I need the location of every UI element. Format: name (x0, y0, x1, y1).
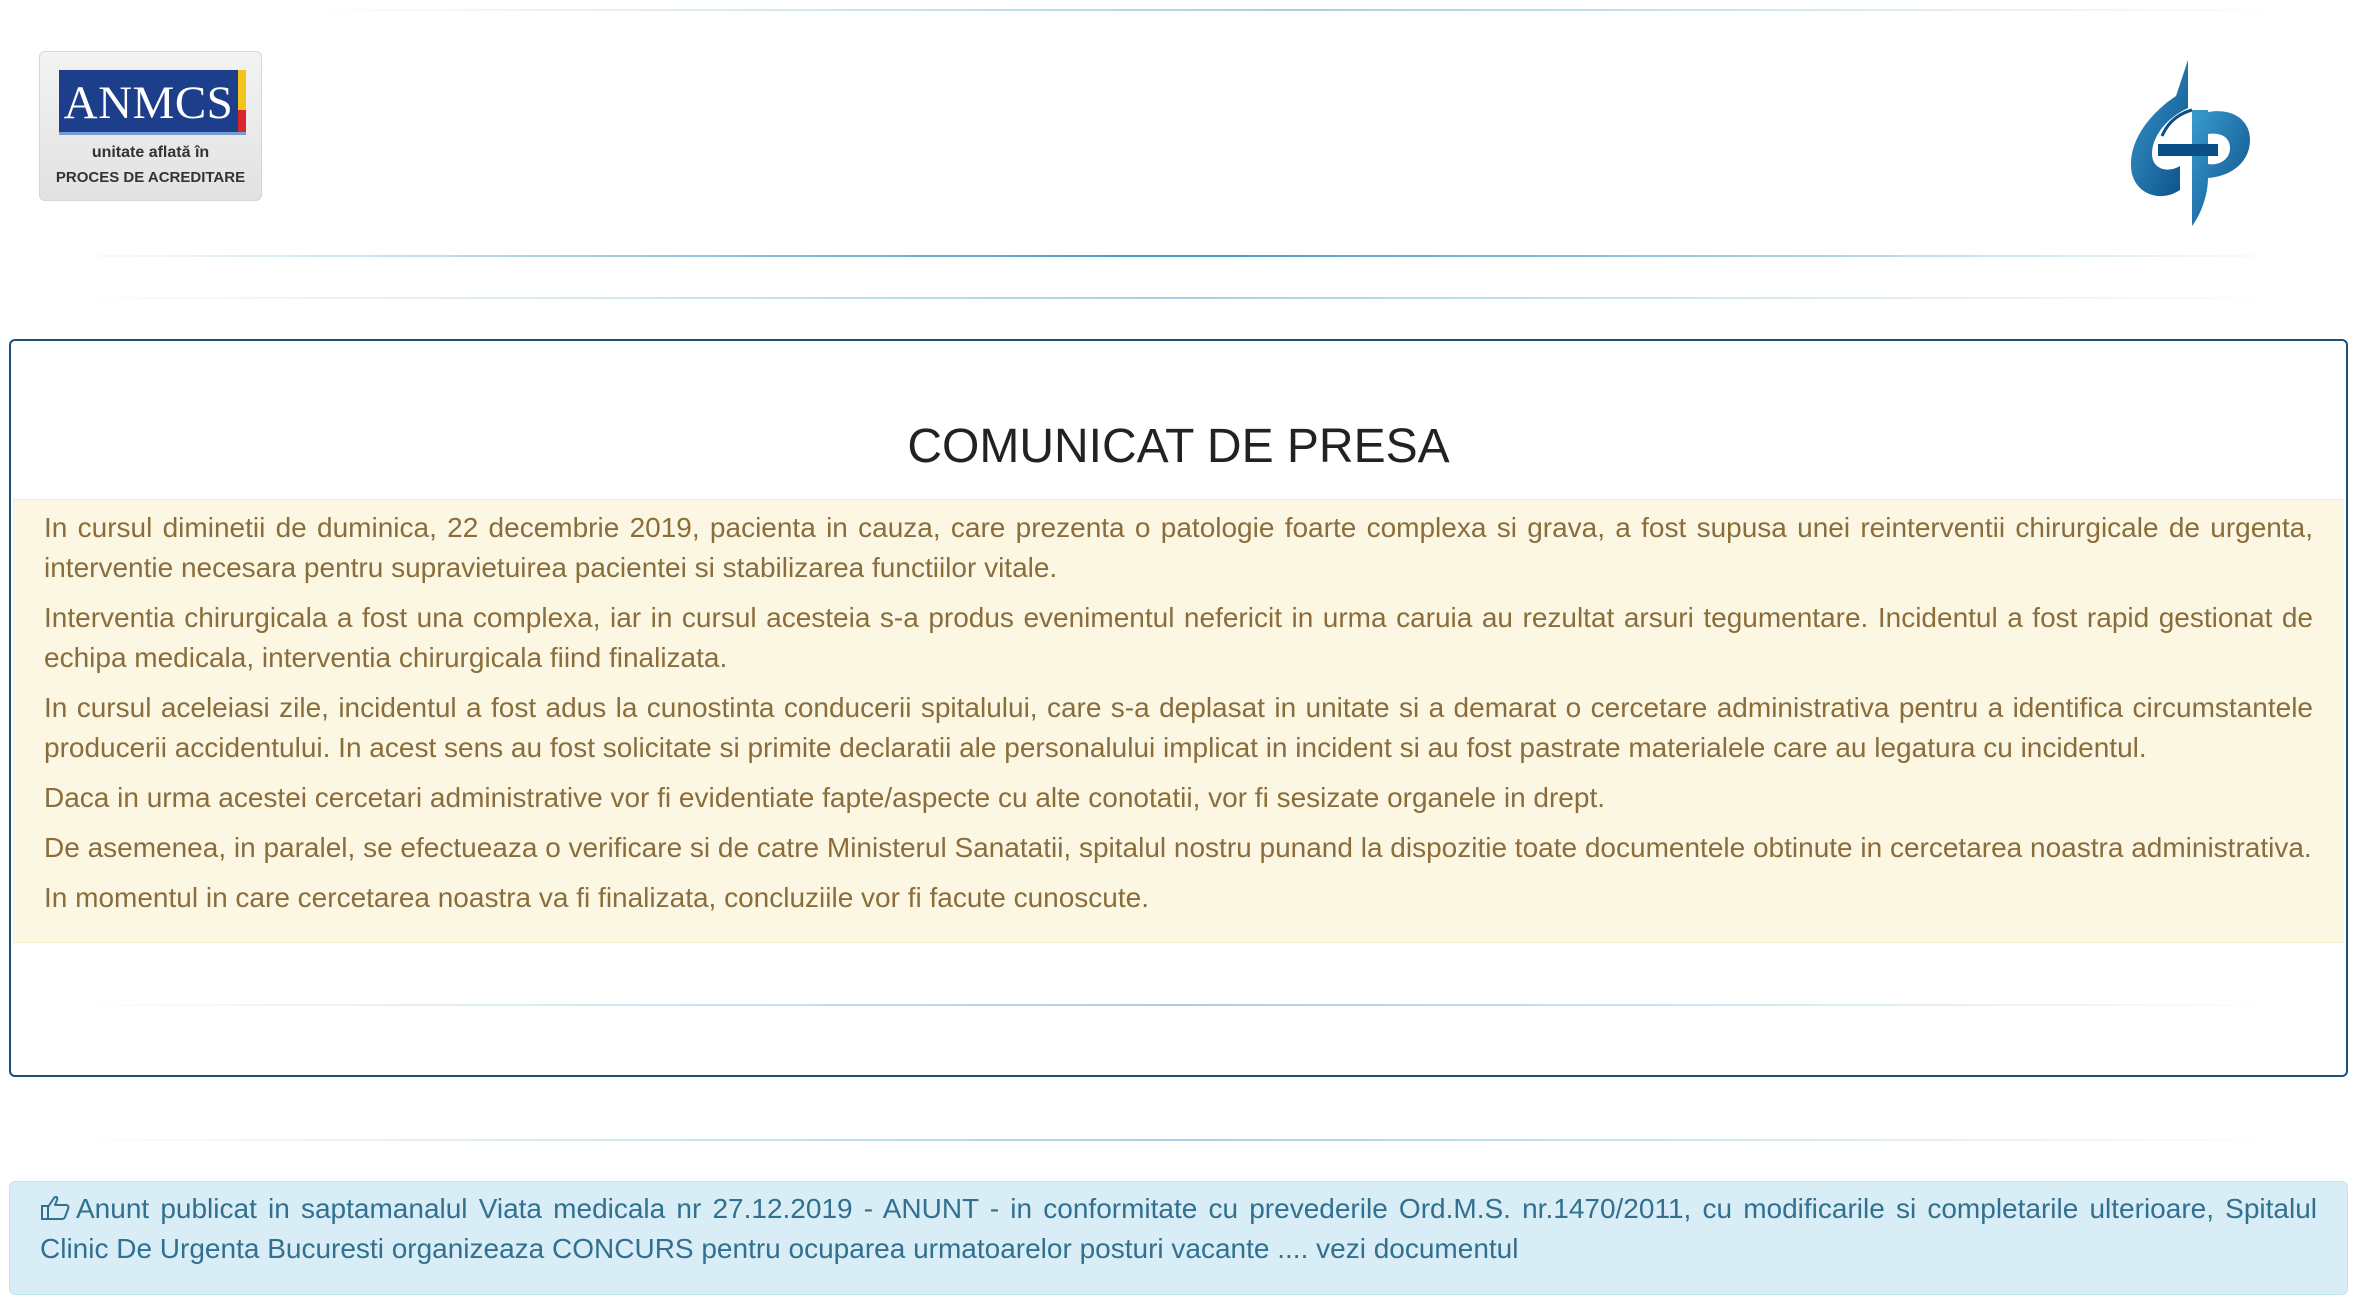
press-release-body (13, 499, 2344, 943)
press-release-paragraph: De asemenea, in paralel, se efectueaza o verificare si de catre Ministerul Sanatatii, spitalul nostru punand la dispozitie toate documentele obtinute in cercetarea noastra administrativa. (44, 832, 2312, 863)
top-divider (300, 9, 2290, 11)
announcement-banner[interactable] (9, 1181, 2348, 1295)
anmcs-logo-abbr: ANMCS (63, 77, 234, 129)
announcement-link[interactable]: Anunt publicat in saptamanalul Viata medicala nr 27.12.2019 - ANUNT - in conformitate cu prevederile Ord.M.S. nr.1470/2011, cu modificarile si completarile ulterioare, Spitalul Clinic De Urgenta Bucuresti organizeaza CONCURS pentru ocuparea urmatoarelor posturi vacante .... vezi documentul (40, 1193, 2317, 1264)
anmcs-accreditation-logo[interactable] (39, 51, 262, 201)
press-release-paragraph: In momentul in care cercetarea noastra va fi finalizata, concluziile vor fi facute cunoscute. (44, 882, 1149, 913)
press-release-panel (9, 339, 2348, 1077)
hospital-emblem-icon[interactable] (2118, 56, 2258, 232)
anmcs-logo-line2: PROCES DE ACREDITARE (55, 169, 246, 186)
panel-divider (61, 1004, 2291, 1006)
header-divider-secondary (60, 297, 2290, 299)
header-divider (60, 255, 2290, 257)
press-release-paragraph: In cursul diminetii de duminica, 22 decembrie 2019, pacienta in cauza, care prezenta o patologie foarte complexa si grava, a fost supusa unei reinterventii chirurgicale de urgenta, interventie necesara pentru supravietuirea pacientei si stabilizarea functiilor vitale. (44, 512, 2313, 583)
announcement-content (40, 1189, 2317, 1269)
anmcs-logo-line1: unitate aflată în (91, 144, 210, 161)
thumbs-up-icon (40, 1195, 70, 1221)
press-release-title: COMUNICAT DE PRESA (907, 420, 1450, 474)
press-release-paragraph: Daca in urma acestei cercetari administrative vor fi evidentiate fapte/aspecte cu alte conotatii, vor fi sesizate organele in drept. (44, 782, 1606, 813)
press-release-paragraph: In cursul aceleiasi zile, incidentul a fost adus la cunostinta conducerii spitalului, care s-a deplasat in unitate si a demarat o cercetare administrativa pentru a identifica circumstantele producerii accidentului. In acest sens au fost solicitate si primite declaratii ale personalului implicat in incident si au fost pastrate materialele care au legatura cu incidentul. (44, 692, 2313, 763)
section-divider (60, 1139, 2290, 1141)
anmcs-logo-band (59, 70, 246, 132)
press-release-paragraph: Interventia chirurgicala a fost una complexa, iar in cursul acesteia s-a produs evenimentul nefericit in urma caruia au rezultat arsuri tegumentare. Incidentul a fost rapid gestionat de echipa medicala, interventia chirurgicala fiind finalizata. (44, 602, 2313, 673)
